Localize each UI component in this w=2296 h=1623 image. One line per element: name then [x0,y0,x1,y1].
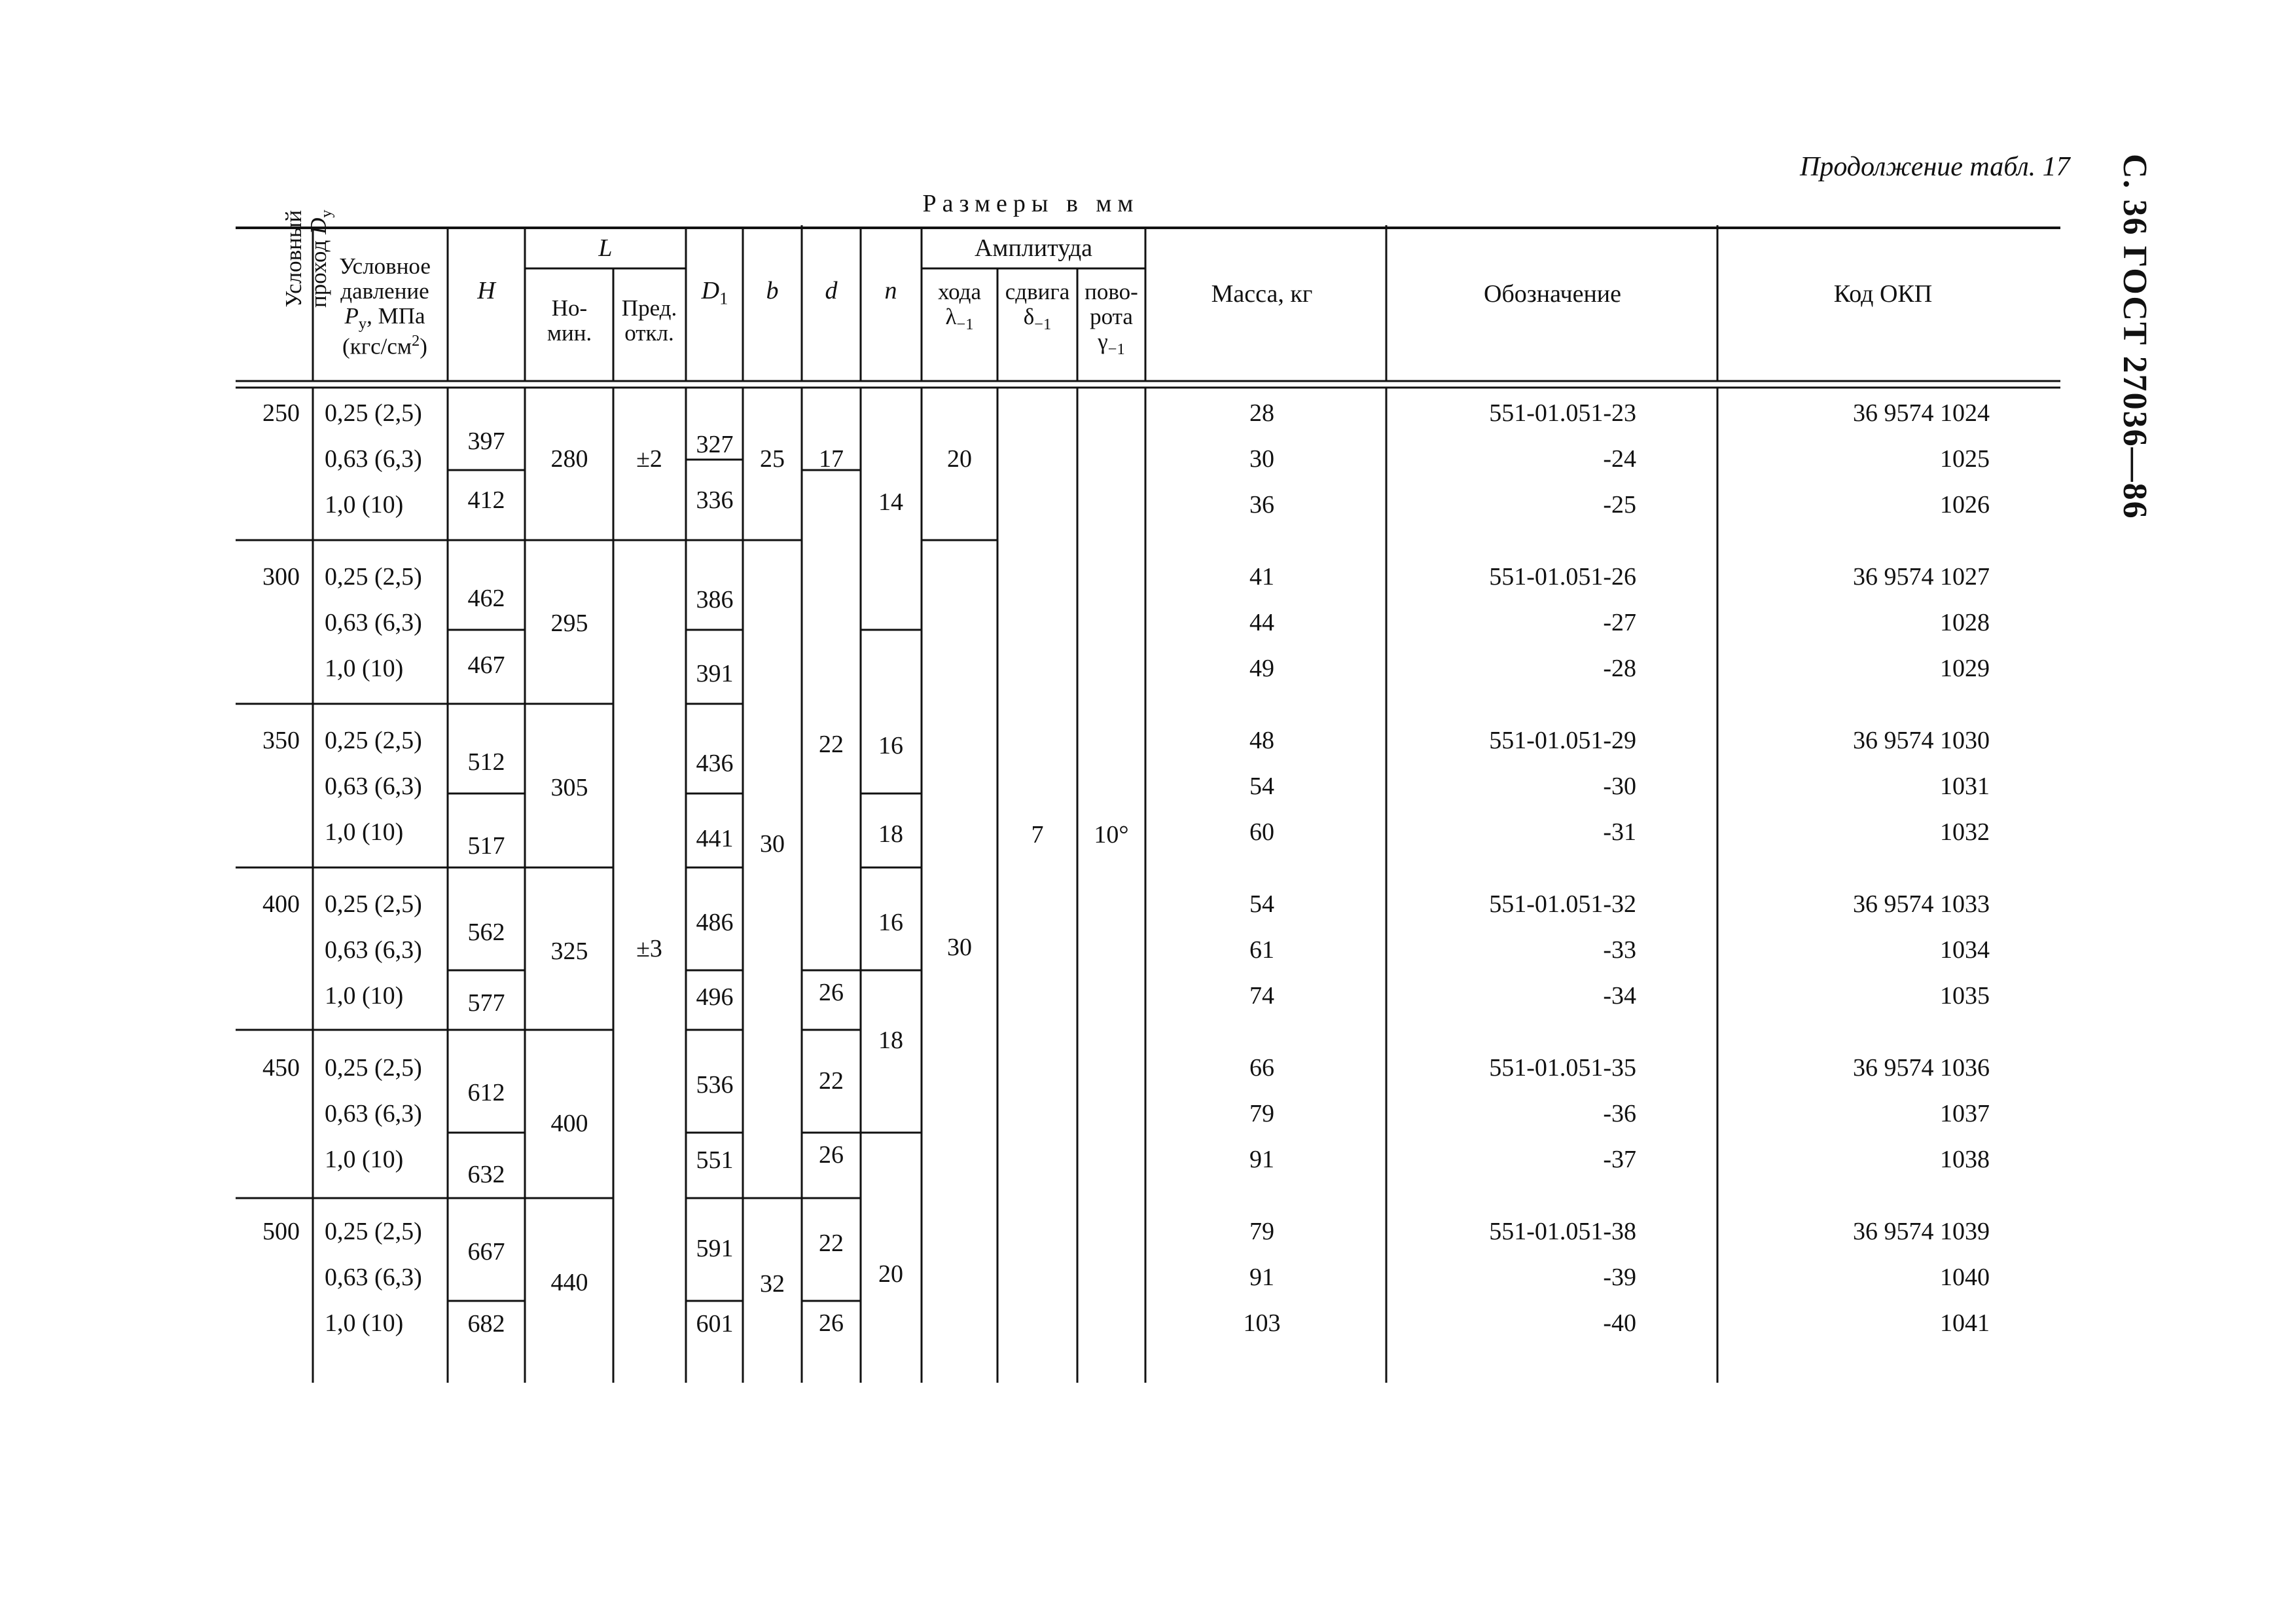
deviation-cell-1: ±2 [636,445,662,473]
header-shift-symbol: δ [1023,303,1035,329]
pressure-cell: 0,25 (2,5) [325,399,422,427]
header-rotation-symbol: γ [1098,328,1108,354]
diameter-d1-cell: 391 [696,660,734,687]
okp-code-cell: 1041 [1940,1309,1990,1337]
shift-amplitude-cell: 7 [1031,821,1044,848]
okp-code-cell: 1040 [1940,1264,1990,1291]
okp-code-cell: 1034 [1940,936,1990,964]
n-cell-1: 14 [878,488,903,516]
header-amplitude-shift [1005,280,1070,333]
diameter-d1-cell: 591 [696,1235,734,1262]
pressure-cell: 0,25 (2,5) [325,890,422,918]
header-okp-code: Код ОКП [1833,280,1933,308]
d-cell-4: 22 [819,1067,844,1095]
length-nominal-cell: 325 [550,938,588,965]
okp-code-cell: 1031 [1940,773,1990,800]
okp-code-cell: 36 9574 1027 [1853,563,1990,591]
designation-cell: -40 [1603,1309,1636,1337]
mass-cell: 66 [1249,1054,1274,1082]
okp-code-cell: 36 9574 1036 [1853,1054,1990,1082]
mass-cell: 36 [1249,491,1274,519]
designation-cell: 551-01.051-26 [1489,563,1636,591]
mass-cell: 91 [1249,1146,1274,1173]
mass-cell: 103 [1243,1309,1281,1337]
header-pressure-close: ) [420,333,427,359]
units-note: Размеры в мм [922,190,1139,217]
diameter-d1-cell: 601 [696,1310,734,1338]
designation-cell: -25 [1603,491,1636,519]
designation-cell: -34 [1603,982,1636,1010]
okp-code-cell: 1028 [1940,609,1990,636]
mass-cell: 74 [1249,982,1274,1010]
mass-cell: 28 [1249,399,1274,427]
okp-code-cell: 36 9574 1039 [1853,1218,1990,1245]
header-pressure-line2: давление [340,278,429,304]
header-stroke-symbol: λ [945,303,957,329]
designation-cell: -33 [1603,936,1636,964]
header-nominal-bore-line1: Условный [281,210,306,308]
diameter-d1-cell: 441 [696,825,734,852]
header-D1 [702,278,728,307]
okp-code-cell: 1037 [1940,1100,1990,1127]
nominal-bore-cell: 400 [262,890,300,918]
pressure-cell: 1,0 (10) [325,1309,404,1337]
length-nominal-cell: 295 [550,610,588,637]
nominal-bore-cell: 500 [262,1218,300,1245]
pressure-cell: 0,63 (6,3) [325,1264,422,1291]
diameter-d1-cell: 486 [696,909,734,936]
diameter-d1-cell: 536 [696,1071,734,1099]
pressure-cell: 1,0 (10) [325,1146,404,1173]
okp-code-cell: 36 9574 1030 [1853,727,1990,754]
height-cell: 612 [467,1079,505,1106]
mass-cell: 30 [1249,445,1274,473]
header-mass: Масса, кг [1211,280,1313,308]
designation-cell: -24 [1603,445,1636,473]
designation-cell: 551-01.051-29 [1489,727,1636,754]
diameter-d1-cell: 496 [696,983,734,1011]
length-nominal-cell: 280 [550,445,588,473]
designation-cell: -36 [1603,1100,1636,1127]
d-cell-2: 22 [819,731,844,758]
stroke-amplitude-cell-2: 30 [947,934,972,961]
b-cell-3: 32 [760,1270,785,1298]
height-cell: 462 [467,585,505,612]
mass-cell: 49 [1249,655,1274,682]
diameter-d1-cell: 551 [696,1146,734,1174]
length-nominal-cell: 305 [550,774,588,801]
height-cell: 667 [467,1238,505,1266]
d-cell-7: 26 [819,1309,844,1337]
header-D1-symbol: D [701,277,720,304]
height-cell: 517 [467,832,505,860]
designation-cell: 551-01.051-32 [1489,890,1636,918]
header-L: L [598,234,613,262]
height-cell: 467 [467,651,505,679]
header-d: d [825,277,838,304]
header-stroke-subscript: −1 [956,315,974,333]
mass-cell: 54 [1249,773,1274,800]
designation-cell: -27 [1603,609,1636,636]
pressure-cell: 1,0 (10) [325,818,404,846]
okp-code-cell: 1035 [1940,982,1990,1010]
pressure-cell: 0,63 (6,3) [325,445,422,473]
header-n: n [884,277,897,304]
okp-code-cell: 1025 [1940,445,1990,473]
header-shift-label: сдвига [1005,279,1070,304]
header-H: H [477,277,495,304]
pressure-cell: 0,25 (2,5) [325,727,422,754]
n-cell-6: 20 [878,1260,903,1288]
height-cell: 562 [467,919,505,946]
pressure-cell: 0,63 (6,3) [325,1100,422,1127]
stroke-amplitude-cell-1: 20 [947,445,972,473]
header-D1-subscript: 1 [719,288,728,308]
header-pressure-kgf: (кгс/см [342,333,412,359]
header-pressure-unit: , МПа [367,302,425,329]
mass-cell: 79 [1249,1218,1274,1245]
mass-cell: 48 [1249,727,1274,754]
pressure-cell: 1,0 (10) [325,655,404,682]
d-cell-3: 26 [819,979,844,1006]
page-side-title: С. 36 ГОСТ 27036—86 [2116,154,2153,520]
header-designation: Обозначение [1484,280,1621,308]
designation-cell: 551-01.051-23 [1489,399,1636,427]
okp-code-cell: 1026 [1940,491,1990,519]
header-pressure-line1: Условное [339,253,431,279]
designation-cell: -39 [1603,1264,1636,1291]
nominal-bore-cell: 250 [262,399,300,427]
designation-cell: -37 [1603,1146,1636,1173]
header-nominal-pressure [339,254,431,359]
pressure-cell: 0,63 (6,3) [325,773,422,800]
header-L-deviation [622,296,677,346]
header-L-nominal [547,296,592,346]
n-cell-5: 18 [878,1027,903,1054]
b-cell-2: 30 [760,830,785,858]
b-cell-1: 25 [760,445,785,473]
pressure-cell: 0,63 (6,3) [325,936,422,964]
deviation-cell-2: ±3 [636,935,662,962]
header-rotation-line1: пово- [1085,279,1138,304]
diameter-d1-cell: 327 [696,431,734,458]
pressure-cell: 0,25 (2,5) [325,563,422,591]
diameter-d1-cell: 336 [696,486,734,514]
header-b: b [766,277,779,304]
header-deviation-line2: откл. [624,319,674,346]
height-cell: 577 [467,989,505,1017]
header-nominal-bore [281,210,335,308]
header-nominal-bore-symbol: D [305,217,331,234]
okp-code-cell: 1029 [1940,655,1990,682]
header-nominal-bore-subscript: y [317,210,335,218]
designation-cell: 551-01.051-38 [1489,1218,1636,1245]
designation-cell: 551-01.051-35 [1489,1054,1636,1082]
mass-cell: 61 [1249,936,1274,964]
table-caption: Продолжение табл. 17 [1800,152,2070,182]
okp-code-cell: 1032 [1940,818,1990,846]
mass-cell: 60 [1249,818,1274,846]
rotation-amplitude-cell: 10° [1094,821,1129,848]
length-nominal-cell: 400 [550,1110,588,1137]
designation-cell: -30 [1603,773,1636,800]
pressure-cell: 1,0 (10) [325,491,404,519]
header-nominal-line2: мин. [547,319,592,346]
designation-cell: -31 [1603,818,1636,846]
length-nominal-cell: 440 [550,1269,588,1296]
header-stroke-label: хода [937,279,982,304]
header-pressure-symbol: P [344,302,359,329]
n-cell-2: 16 [878,732,903,759]
header-nominal-bore-line2: проход [305,240,331,308]
header-shift-subscript: −1 [1034,315,1052,333]
pressure-cell: 0,25 (2,5) [325,1054,422,1082]
header-rotation-line2: рота [1090,303,1133,329]
height-cell: 397 [467,428,505,455]
mass-cell: 91 [1249,1264,1274,1291]
height-cell: 682 [467,1310,505,1338]
n-cell-3: 18 [878,820,903,848]
nominal-bore-cell: 350 [262,727,300,754]
mass-cell: 44 [1249,609,1274,636]
height-cell: 512 [467,748,505,776]
d-cell-6: 22 [819,1230,844,1257]
n-cell-4: 16 [878,909,903,936]
height-cell: 632 [467,1161,505,1188]
pressure-cell: 1,0 (10) [325,982,404,1010]
header-amplitude-stroke [938,280,981,333]
pressure-cell: 0,25 (2,5) [325,1218,422,1245]
mass-cell: 41 [1249,563,1274,591]
pressure-cell: 0,63 (6,3) [325,609,422,636]
header-pressure-subscript: y [358,314,367,333]
okp-code-cell: 36 9574 1024 [1853,399,1990,427]
diameter-d1-cell: 386 [696,586,734,613]
header-deviation-line1: Пред. [621,295,677,321]
mass-cell: 54 [1249,890,1274,918]
mass-cell: 79 [1249,1100,1274,1127]
d-cell-5: 26 [819,1141,844,1169]
d-cell-1: 17 [819,445,844,473]
diameter-d1-cell: 436 [696,750,734,777]
okp-code-cell: 1038 [1940,1146,1990,1173]
okp-code-cell: 36 9574 1033 [1853,890,1990,918]
header-amplitude-rotation [1085,280,1138,358]
nominal-bore-cell: 450 [262,1054,300,1082]
height-cell: 412 [467,486,505,514]
nominal-bore-cell: 300 [262,563,300,591]
header-pressure-superscript: 2 [412,332,420,350]
header-amplitude: Амплитуда [974,234,1093,262]
header-nominal-line1: Но- [551,295,588,321]
header-rotation-subscript: −1 [1107,340,1125,358]
designation-cell: -28 [1603,655,1636,682]
